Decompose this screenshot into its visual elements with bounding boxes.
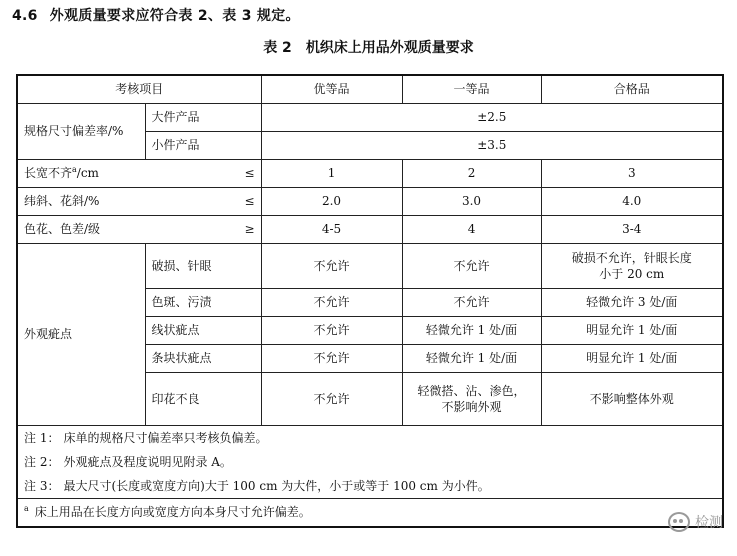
footnote-cell bbox=[17, 499, 723, 528]
weft-skew-label: 纬斜、花斜/% bbox=[17, 188, 145, 216]
length-width-text: 长宽不齐 bbox=[24, 166, 73, 181]
size-large-label: 大件产品 bbox=[145, 104, 261, 132]
length-width-row bbox=[17, 160, 723, 188]
color-diff-row bbox=[17, 216, 723, 244]
length-width-unit: /cm bbox=[76, 166, 99, 181]
color-diff-superior: 4-5 bbox=[261, 216, 402, 244]
color-diff-qualified: 3-4 bbox=[541, 216, 723, 244]
header-item: 考核项目 bbox=[17, 75, 261, 104]
section-text: 外观质量要求应符合表 2、表 3 规定。 bbox=[49, 8, 300, 24]
footnote-ref-a: a bbox=[72, 165, 77, 175]
header-first: 一等品 bbox=[402, 75, 541, 104]
footnote-text: 床上用品在长度方向或宽度方向本身尺寸允许偏差。 bbox=[34, 505, 311, 520]
defect-superior: 不允许 bbox=[261, 317, 402, 345]
note-label: 注 2： bbox=[24, 455, 60, 469]
defect-first: 不允许 bbox=[402, 289, 541, 317]
note-2 bbox=[24, 450, 716, 474]
section-heading bbox=[12, 5, 300, 25]
defect-qualified bbox=[541, 244, 723, 289]
table-title: 机织床上用品外观质量要求 bbox=[305, 40, 474, 56]
defects-group-label: 外观疵点 bbox=[17, 244, 145, 426]
note-label: 注 1： bbox=[24, 431, 60, 445]
wechat-icon bbox=[668, 512, 690, 532]
defect-first: 不允许 bbox=[402, 244, 541, 289]
header-qualified: 合格品 bbox=[541, 75, 723, 104]
defect-name: 破损、针眼 bbox=[145, 244, 261, 289]
weft-skew-qualified: 4.0 bbox=[541, 188, 723, 216]
defect-first: 轻微允许 1 处/面 bbox=[402, 317, 541, 345]
defect-qualified-line2: 小于 20 cm bbox=[599, 267, 665, 281]
size-deviation-label: 规格尺寸偏差率/% bbox=[17, 104, 145, 160]
color-diff-symbol: ≥ bbox=[145, 216, 261, 244]
size-small-label: 小件产品 bbox=[145, 132, 261, 160]
defect-qualified: 不影响整体外观 bbox=[541, 373, 723, 426]
defect-qualified: 明显允许 1 处/面 bbox=[541, 345, 723, 373]
weft-skew-superior: 2.0 bbox=[261, 188, 402, 216]
weft-skew-first: 3.0 bbox=[402, 188, 541, 216]
length-width-superior: 1 bbox=[261, 160, 402, 188]
defect-superior: 不允许 bbox=[261, 244, 402, 289]
note-1 bbox=[24, 426, 716, 450]
note-text: 外观疵点及程度说明见附录 A。 bbox=[63, 455, 232, 469]
length-width-label bbox=[17, 160, 145, 188]
note-3 bbox=[24, 474, 716, 498]
defect-first bbox=[402, 373, 541, 426]
defect-superior: 不允许 bbox=[261, 289, 402, 317]
header-superior: 优等品 bbox=[261, 75, 402, 104]
footnote-mark: a bbox=[24, 504, 29, 514]
defect-superior: 不允许 bbox=[261, 345, 402, 373]
defect-qualified: 明显允许 1 处/面 bbox=[541, 317, 723, 345]
note-text: 床单的规格尺寸偏差率只考核负偏差。 bbox=[63, 431, 268, 445]
color-diff-label: 色花、色差/级 bbox=[17, 216, 145, 244]
watermark bbox=[668, 512, 723, 532]
length-width-symbol: ≤ bbox=[145, 160, 261, 188]
defect-row-damage bbox=[17, 244, 723, 289]
defect-name: 条块状疵点 bbox=[145, 345, 261, 373]
footnote-row bbox=[17, 499, 723, 528]
section-number: 4.6 bbox=[12, 8, 38, 24]
watermark-text: 检测 bbox=[695, 515, 723, 531]
color-diff-first: 4 bbox=[402, 216, 541, 244]
length-width-first: 2 bbox=[402, 160, 541, 188]
defect-first-line1: 轻微搭、沾、渗色， bbox=[417, 383, 526, 398]
weft-skew-row bbox=[17, 188, 723, 216]
table-number: 表 2 bbox=[263, 40, 292, 56]
size-small-value: ±3.5 bbox=[261, 132, 723, 160]
header-row bbox=[17, 75, 723, 104]
defect-name: 色斑、污渍 bbox=[145, 289, 261, 317]
defect-name: 线状疵点 bbox=[145, 317, 261, 345]
defect-first-line2: 不影响外观 bbox=[441, 400, 502, 414]
note-label: 注 3： bbox=[24, 479, 60, 493]
note-text: 最大尺寸(长度或宽度方向)大于 100 cm 为大件，小于或等于 100 cm 为小件。 bbox=[63, 479, 490, 493]
notes-row bbox=[17, 426, 723, 499]
weft-skew-symbol: ≤ bbox=[145, 188, 261, 216]
quality-table bbox=[16, 74, 724, 528]
defect-first: 轻微允许 1 处/面 bbox=[402, 345, 541, 373]
table-caption bbox=[0, 37, 737, 57]
defect-qualified-line1: 破损不允许，针眼长度 bbox=[571, 250, 692, 265]
length-width-qualified: 3 bbox=[541, 160, 723, 188]
size-large-value: ±2.5 bbox=[261, 104, 723, 132]
defect-name: 印花不良 bbox=[145, 373, 261, 426]
size-large-row bbox=[17, 104, 723, 132]
defect-qualified: 轻微允许 3 处/面 bbox=[541, 289, 723, 317]
notes-cell bbox=[17, 426, 723, 499]
defect-superior: 不允许 bbox=[261, 373, 402, 426]
